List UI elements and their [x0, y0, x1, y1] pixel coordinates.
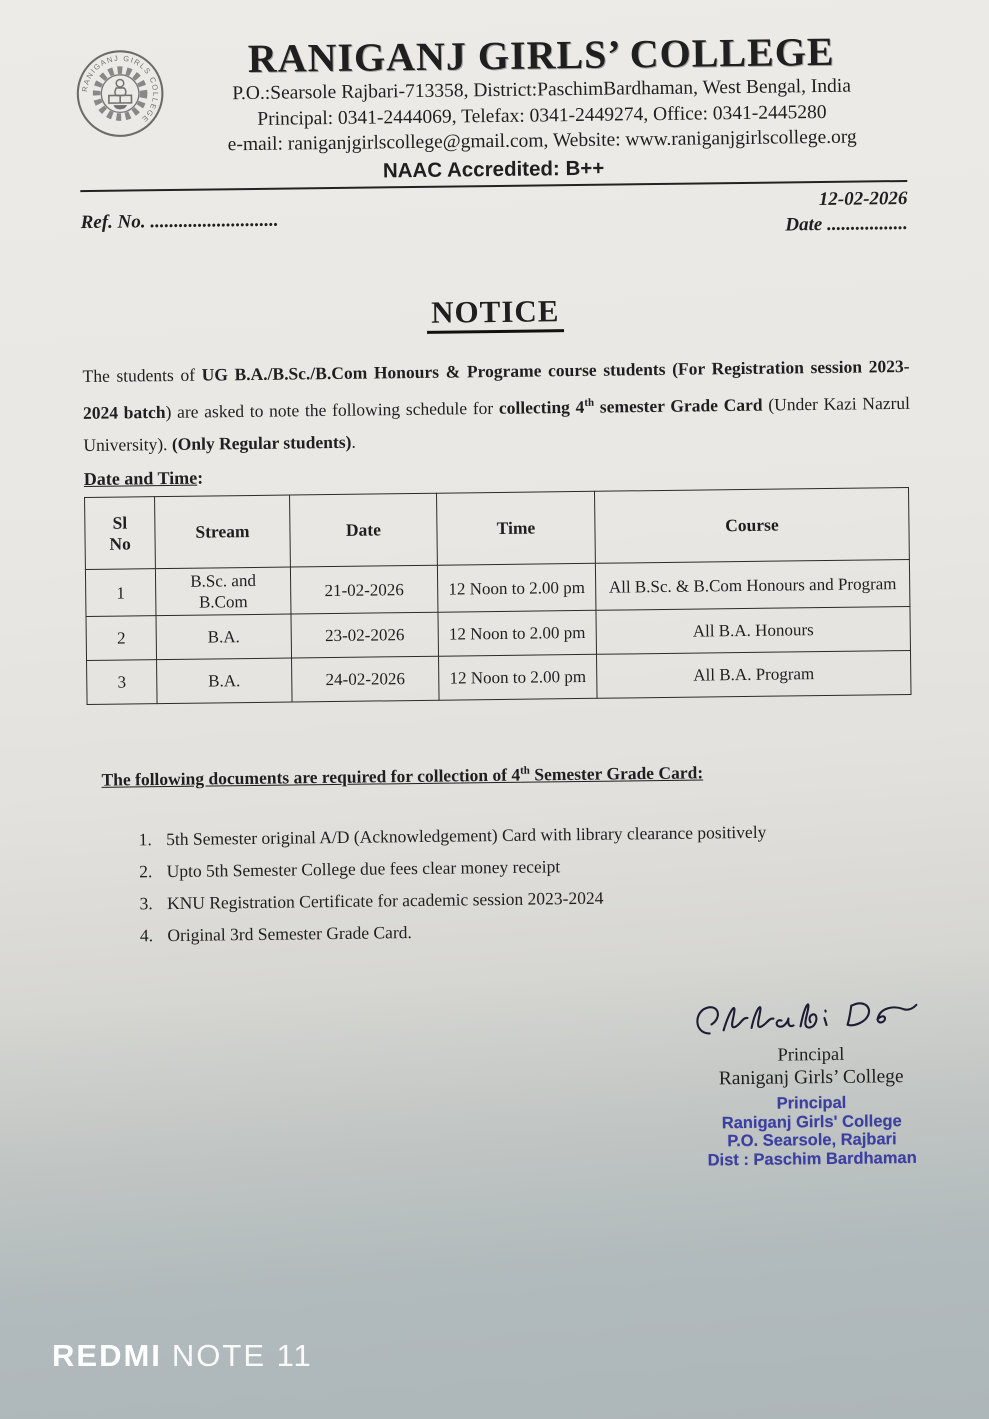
table-cell: B.A. — [156, 614, 292, 660]
principal-rubber-stamp — [651, 1092, 972, 1170]
watermark-brand: REDMI — [52, 1338, 162, 1373]
date-time-heading-text: Date and Time — [83, 467, 198, 490]
signature-block — [650, 992, 972, 1170]
table-cell: All B.A. Honours — [596, 607, 911, 655]
handwritten-date: 12-02-2026 — [818, 187, 908, 210]
text-segment: th — [520, 764, 530, 778]
text-segment: The students of — [82, 364, 202, 386]
table-header-row — [85, 488, 910, 570]
col-header-stream: Stream — [155, 495, 291, 569]
text-segment: . — [351, 432, 356, 453]
text-segment: (For Registration session 2023-2024 batch — [82, 355, 910, 423]
text-segment: The following documents are required for collection of 4 — [101, 764, 521, 791]
text-segment: UG B.A./B.Sc./B.Com Honours & Programe course students — [201, 358, 666, 385]
naac-accreditation: NAAC Accredited: B++ — [382, 156, 605, 182]
text-segment: th — [584, 396, 595, 409]
date-time-heading — [84, 457, 911, 491]
documents-required-heading — [101, 755, 914, 792]
text-segment: semester Grade Card — [593, 394, 763, 417]
table-cell: All B.A. Program — [597, 651, 912, 699]
table-cell: 24-02-2026 — [292, 657, 440, 703]
signatory-institution: Raniganj Girls’ College — [718, 1066, 904, 1090]
college-address: P.O.:Searsole Rajbari-713358, District:PaschimBardhaman, West Bengal, India — [232, 75, 852, 105]
schedule-table — [84, 487, 911, 705]
signatory-title: Principal — [777, 1044, 845, 1066]
table-cell: 12 Noon to 2.00 pm — [437, 564, 596, 613]
table-cell: 2 — [86, 616, 157, 661]
table-cell: 21-02-2026 — [290, 566, 438, 615]
watermark-model: NOTE 11 — [171, 1338, 313, 1373]
college-seal-icon — [73, 46, 168, 141]
date-label: Date ................. — [785, 212, 908, 235]
col-header-course: Course — [595, 488, 910, 564]
college-phones: Principal: 0341-2444069, Telefax: 0341-2449274, Office: 0341-2445280 — [257, 101, 827, 130]
letterhead-text — [78, 29, 906, 160]
notice-title-wrap — [82, 289, 909, 337]
table-row — [87, 651, 911, 705]
notice-body-paragraph — [82, 349, 910, 462]
table-cell: All B.Sc. & B.Com Honours and Program — [595, 560, 910, 611]
documents-list — [88, 820, 916, 947]
camera-watermark — [52, 1338, 313, 1374]
col-header-time: Time — [437, 492, 596, 566]
stamp-line: P.O. Searsole, Rajbari — [727, 1130, 897, 1151]
ref-date-row — [80, 185, 908, 245]
table-cell: 3 — [87, 660, 158, 705]
document-list-item: 3. KNU Registration Certificate for academic session 2023-2024 — [157, 884, 916, 914]
text-segment: (Under Kazi Nazrul University). — [83, 392, 911, 456]
table-cell: 23-02-2026 — [291, 613, 439, 659]
date-time-heading-colon: : — [197, 467, 204, 488]
table-cell: 12 Noon to 2.00 pm — [438, 611, 597, 657]
text-segment: Semester Grade Card: — [529, 762, 704, 785]
college-email-website: e-mail: raniganjgirlscollege@gmail.com, Website: www.raniganjgirlscollege.org — [227, 126, 857, 156]
text-segment: (Only Regular students) — [171, 432, 352, 455]
principal-signature-icon — [685, 993, 936, 1048]
letterhead — [78, 29, 907, 192]
document-list-item: 1. 5th Semester original A/D (Acknowledgement) Card with library clearance positively — [156, 820, 915, 850]
table-cell: B.Sc. and B.Com — [155, 567, 291, 616]
stamp-line: Principal — [776, 1093, 847, 1113]
col-header-sl-no: Sl No — [85, 497, 156, 570]
table-cell: 12 Noon to 2.00 pm — [439, 655, 598, 701]
document-list-item: 2. Upto 5th Semester College due fees clear money receipt — [156, 852, 915, 882]
table-cell: B.A. — [157, 658, 293, 704]
svg-text:RANIGANJ GIRLS COLLEGE: RANIGANJ GIRLS COLLEGE — [80, 53, 161, 125]
col-header-date: Date — [290, 494, 438, 568]
document-list-item: 4. Original 3rd Semester Grade Card. — [157, 916, 916, 946]
college-name: RANIGANJ GIRLS’ COLLEGE — [247, 28, 835, 82]
text-segment: collecting 4 — [498, 396, 585, 418]
date-block — [785, 185, 908, 236]
notice-title: NOTICE — [427, 294, 564, 334]
table-cell: 1 — [85, 569, 156, 617]
ref-no-label: Ref. No. ........................... — [80, 209, 279, 233]
stamp-line: Raniganj Girls' College — [721, 1111, 902, 1132]
stamp-line: Dist : Paschim Bardhaman — [707, 1148, 917, 1170]
text-segment: ) are asked to note the following schedule for — [165, 397, 500, 422]
